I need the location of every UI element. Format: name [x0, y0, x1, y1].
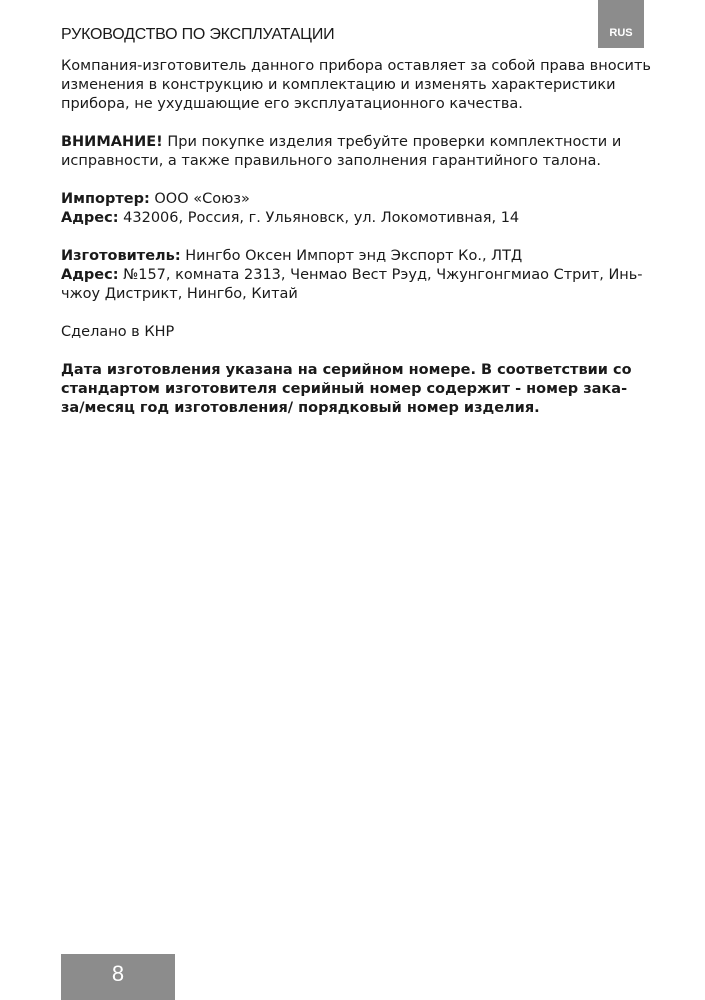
page-header-title: РУКОВОДСТВО ПО ЭКСПЛУАТАЦИИ	[61, 26, 335, 43]
manufacturer-block	[61, 247, 651, 304]
rights-paragraph: Компания-изготовитель данного прибора оставляет за собой права вносить изменения в конструкцию и комплектацию и изменять характеристики прибора, не ухудшающие его эксплуатационного качества.	[61, 58, 651, 112]
manufacturer-address-line1: №157, комната 2313, Ченмао Вест Рэуд, Чжунгонгмиао Стрит, Инь-	[118, 267, 643, 283]
warning-label: ВНИМАНИЕ!	[61, 134, 163, 150]
date-line-2: стандартом изготовителя серийный номер содержит - номер зака-	[61, 381, 628, 397]
manufacturer-address-label: Адрес:	[61, 267, 119, 283]
page-number: 8	[61, 954, 175, 1000]
importer-value: ООО «Союз»	[149, 191, 250, 207]
document-body	[61, 57, 651, 437]
warning-paragraph	[61, 133, 651, 171]
date-line-1: Дата изготовления указана на серийном номере. В соответствии со	[61, 362, 632, 378]
warning-text: При покупке изделия требуйте проверки комплектности и исправности, а также правильного заполнения гарантийного талона.	[61, 134, 622, 169]
manufacturer-value: Нингбо Оксен Импорт энд Экспорт Ко., ЛТД	[180, 248, 523, 264]
importer-address-value: 432006, Россия, г. Ульяновск, ул. Локомотивная, 14	[118, 210, 520, 226]
date-line-3: за/месяц год изготовления/ порядковый номер изделия.	[61, 400, 540, 416]
importer-address-label: Адрес:	[61, 210, 119, 226]
importer-label: Импортер:	[61, 191, 150, 207]
manufacturer-address-line2: чжоу Дистрикт, Нингбо, Китай	[61, 286, 298, 302]
manufacturer-label: Изготовитель:	[61, 248, 181, 264]
importer-block	[61, 190, 651, 228]
manufacture-date-paragraph	[61, 361, 651, 418]
language-badge: RUS	[598, 0, 644, 48]
made-in-text: Сделано в КНР	[61, 324, 175, 340]
